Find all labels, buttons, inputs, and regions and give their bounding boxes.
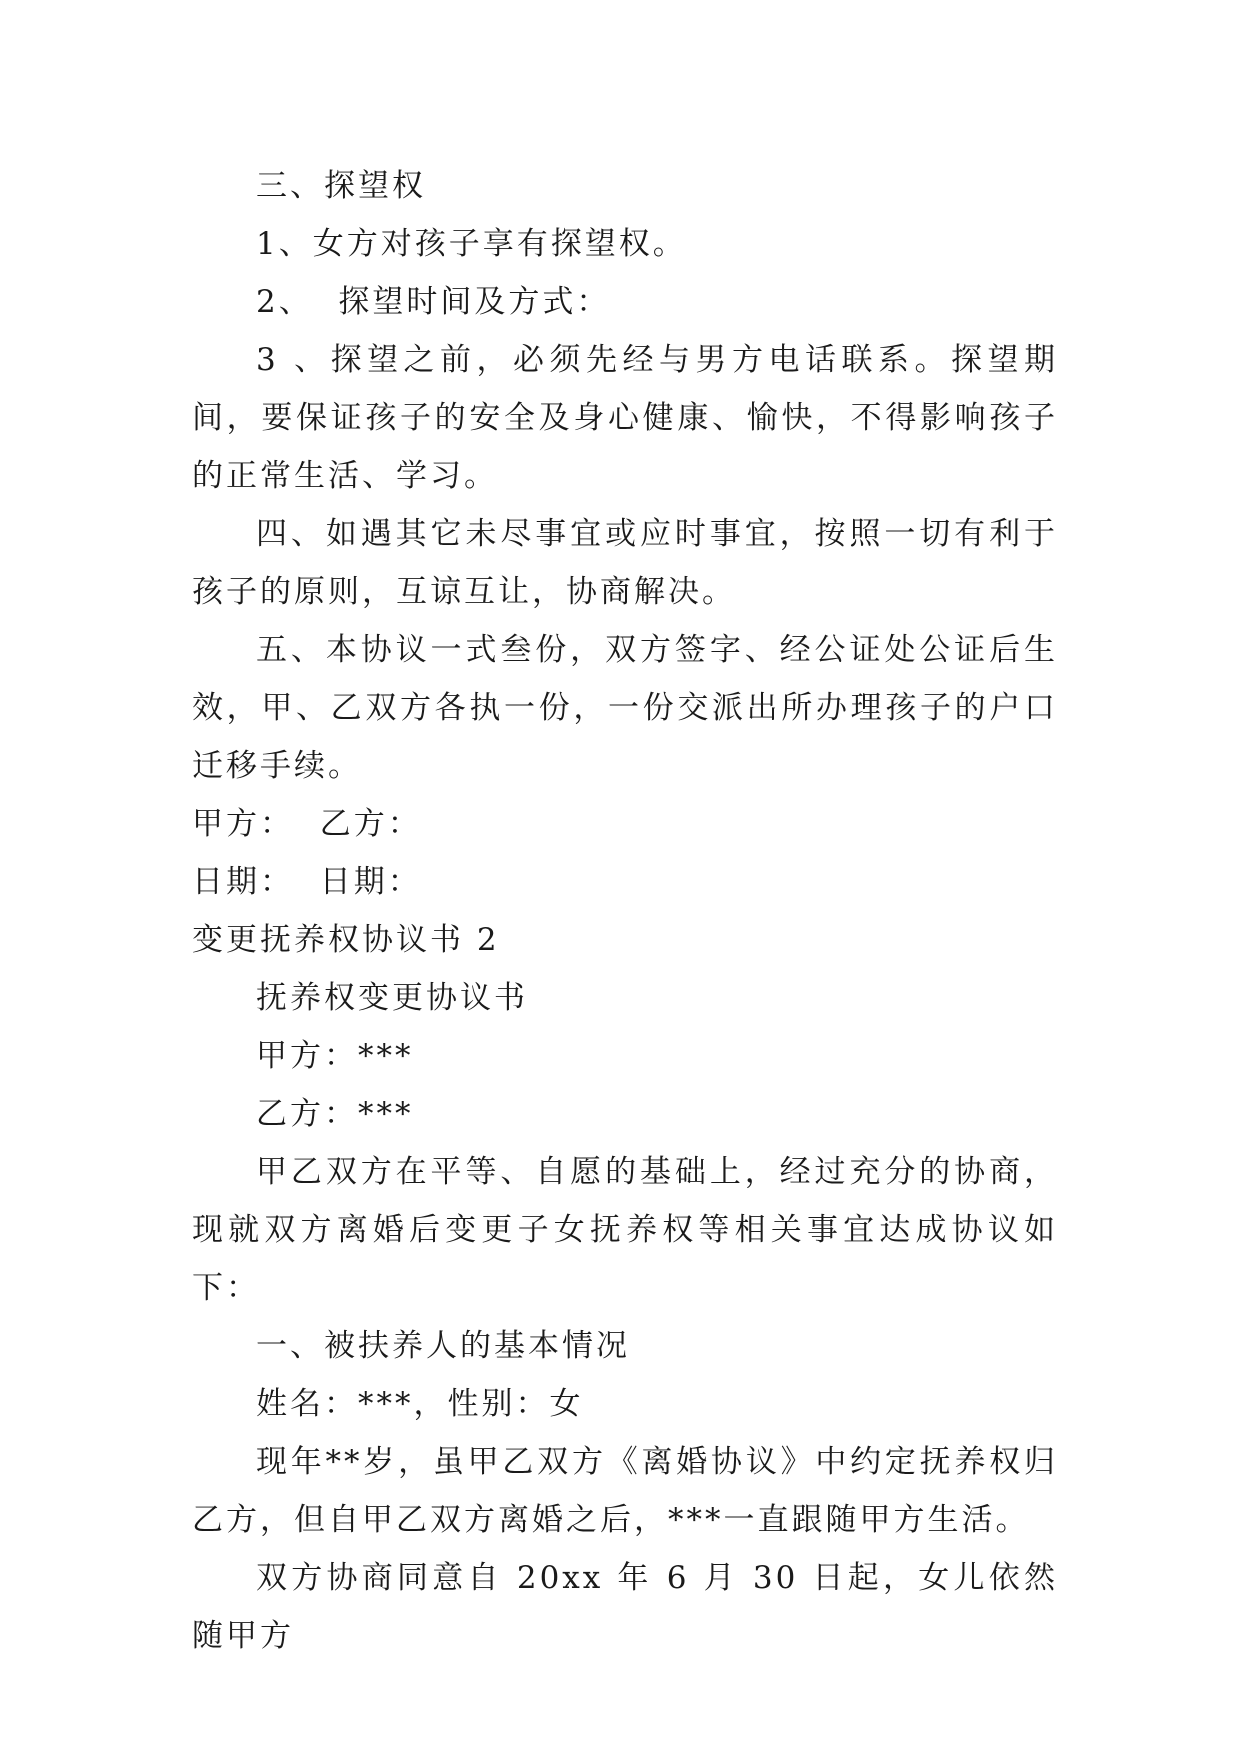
section-one-heading: 一、被扶养人的基本情况 xyxy=(256,1328,630,1364)
document-section-title: 变更抚养权协议书 2 xyxy=(192,922,500,958)
agreement-title: 抚养权变更协议书 xyxy=(256,980,528,1016)
clause-3: 3 、探望之前，必须先经与男方电话联系。探望期间，要保证孩子的安全及身心健康、愉快，不得影响孩子的正常生活、学习。 xyxy=(192,342,1058,494)
document-body xyxy=(192,157,1058,1665)
section-five: 五、本协议一式叁份，双方签字、经公证处公证后生效，甲、乙双方各执一份，一份交派出所办理孩子的户口迁移手续。 xyxy=(192,632,1058,784)
dependent-name-gender: 姓名：***，性别：女 xyxy=(256,1386,584,1422)
agreement-terms: 双方协商同意自 20xx 年 6 月 30 日起，女儿依然随甲方 xyxy=(192,1560,1058,1654)
dependent-background: 现年**岁，虽甲乙双方《离婚协议》中约定抚养权归乙方，但自甲乙双方离婚之后，***一直跟随甲方生活。 xyxy=(192,1444,1058,1538)
clause-1: 1、女方对孩子享有探望权。 xyxy=(256,226,687,262)
section-four: 四、如遇其它未尽事宜或应时事宜，按照一切有利于孩子的原则，互谅互让，协商解决。 xyxy=(192,516,1058,610)
clause-2: 2、 探望时间及方式： xyxy=(256,284,611,320)
section-heading-visitation: 三、探望权 xyxy=(256,168,426,204)
party-b: 乙方：*** xyxy=(256,1096,414,1132)
party-a: 甲方：*** xyxy=(256,1038,414,1074)
signature-line: 甲方： 乙方： xyxy=(192,806,422,842)
date-line: 日期： 日期： xyxy=(192,864,422,900)
preamble: 甲乙双方在平等、自愿的基础上，经过充分的协商，现就双方离婚后变更子女抚养权等相关事宜达成协议如下： xyxy=(192,1154,1058,1306)
